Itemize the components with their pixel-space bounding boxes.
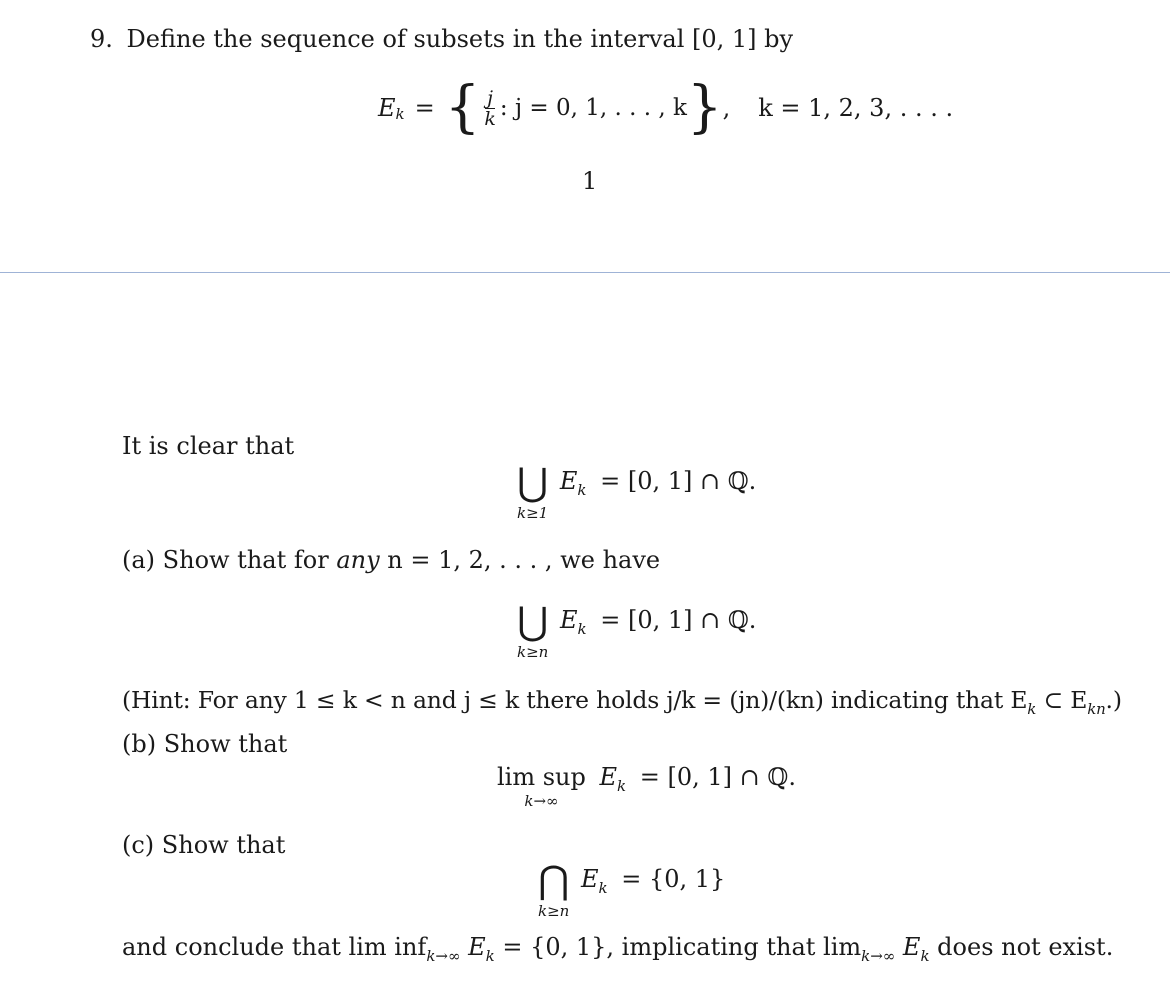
left-brace: { (444, 75, 481, 140)
limsup-limit: k→∞ (524, 792, 559, 810)
set-symbol: E (559, 606, 578, 634)
part-b-text: (b) Show that (122, 730, 288, 758)
equation-rhs: = [0, 1] ∩ ℚ. (600, 606, 757, 634)
union-equation-1: ⋃ k≥1 $E_k = [0$, 1] ∩ ℚ. (517, 460, 757, 522)
union-operator: ⋃ k≥n (517, 599, 549, 661)
set-symbol: E (580, 865, 599, 893)
hint-text: (Hint: For any 1 ≤ k < n and j ≤ k there holds j/k = (jn)/(kn) indicating that $E_k$ ⊂ $E_{kn}$.) (122, 686, 1122, 718)
definition-equation (378, 76, 953, 140)
set-symbol: E (599, 763, 618, 791)
limsup-operator: lim sup k→∞ (497, 763, 586, 810)
set-subscript: k (395, 105, 405, 123)
problem-intro: Define the sequence of subsets in the interval [0, 1] by (126, 25, 794, 53)
union-limit: k≥1 (517, 504, 549, 522)
intersection-limit: k≥n (538, 902, 570, 920)
equation-rhs: = {0, 1} (621, 865, 726, 893)
equals-sign: = (414, 94, 435, 122)
fraction-denominator: k (484, 107, 496, 130)
intersection-operator: ⋂ k≥n (538, 858, 570, 920)
set-symbol: E (378, 94, 396, 122)
page-number: 1 (582, 167, 598, 195)
union-equation-2: ⋃ k≥n $E_k = [0$, 1] ∩ ℚ. (517, 599, 757, 661)
right-brace: } (686, 75, 723, 140)
set-symbol: E (559, 467, 578, 495)
limsup-equation: lim sup k→∞ $E_k = [0$, 1] ∩ ℚ. (497, 763, 796, 810)
union-limit: k≥n (517, 643, 549, 661)
clear-text: It is clear that (122, 432, 295, 460)
problem-number: 9. (90, 25, 113, 53)
problem-statement (90, 24, 793, 54)
any-emphasis: any (336, 546, 380, 574)
union-operator: ⋃ k≥1 (517, 460, 549, 522)
intersection-equation: ⋂ k≥n $E_k = \{0$, 1} (538, 858, 726, 920)
set-condition: : j = 0, 1, . . . , k (499, 95, 687, 121)
equation-rhs: = [0, 1] ∩ ℚ. (600, 467, 757, 495)
part-c-text: (c) Show that (122, 831, 286, 859)
fraction (484, 88, 496, 129)
equation-rhs: = [0, 1] ∩ ℚ. (639, 763, 796, 791)
conclusion-text: and conclude that lim inf$_{k\to\infty}$ $E_k = \{0$, 1}, implicating that $\lim_{k\to\infty} E_k$ does not exist. (122, 933, 1114, 965)
page-divider (0, 272, 1170, 273)
index-range: k = 1, 2, 3, . . . . (758, 94, 954, 122)
trailing-comma: , (722, 94, 731, 122)
fraction-numerator: j (487, 86, 494, 109)
part-a-text: (a) Show that for any n = 1, 2, . . . , we have (122, 546, 661, 574)
